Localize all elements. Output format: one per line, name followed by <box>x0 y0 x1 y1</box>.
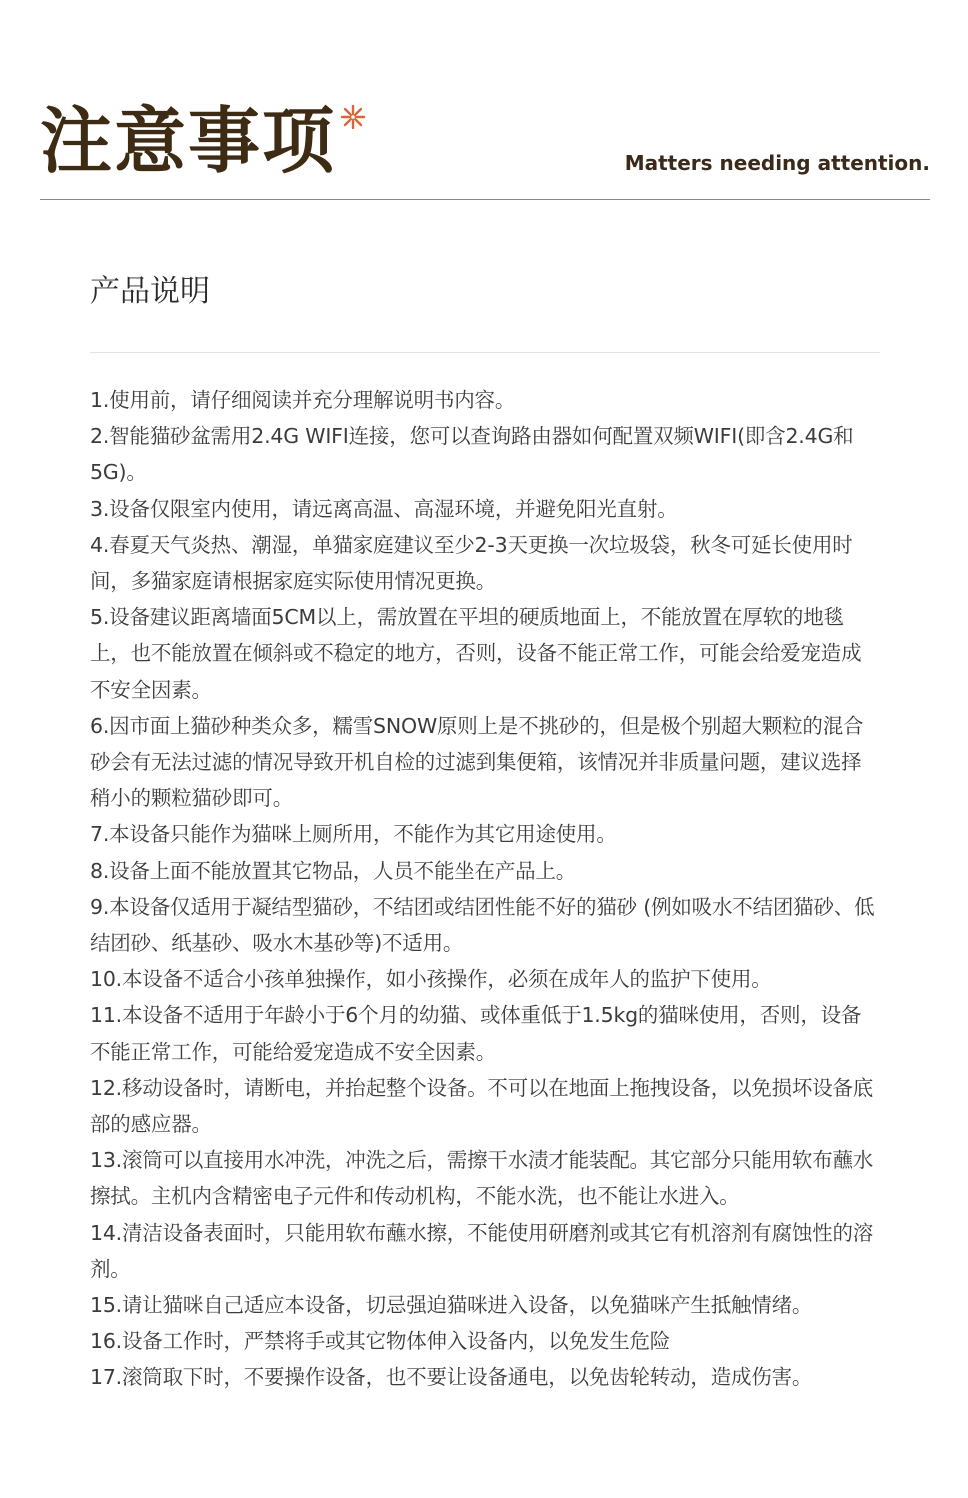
page-header <box>40 90 930 200</box>
note-item: 6.因市面上猫砂种类众多，糯雪SNOW原则上是不挑砂的，但是极个别超大颗粒的混合砂会有无法过滤的情况导致开机自检的过滤到集便箱，该情况并非质量问题，建议选择稍小的颗粒猫砂即可。 <box>90 713 864 811</box>
note-item: 4.春夏天气炎热、潮湿，单猫家庭建议至少2-3天更换一次垃圾袋，秋冬可延长使用时间，多猫家庭请根据家庭实际使用情况更换。 <box>90 532 853 594</box>
note-item: 8.设备上面不能放置其它物品，人员不能坐在产品上。 <box>90 858 577 883</box>
note-item: 17.滚筒取下时，不要操作设备，也不要让设备通电，以免齿轮转动，造成伤害。 <box>90 1365 813 1390</box>
notes-list <box>90 382 878 1396</box>
note-item: 7.本设备只能作为猫咪上厕所用，不能作为其它用途使用。 <box>90 822 617 847</box>
note-item: 15.请让猫咪自己适应本设备，切忌强迫猫咪进入设备，以免猫咪产生抵触情绪。 <box>90 1293 813 1318</box>
page-subtitle-english: Matters needing attention. <box>624 151 930 175</box>
note-item: 1.使用前，请仔细阅读并充分理解说明书内容。 <box>90 388 516 412</box>
note-item: 12.移动设备时，请断电，并抬起整个设备。不可以在地面上拖拽设备，以免损坏设备底部的感应器。 <box>90 1075 874 1137</box>
page-title: 注意事项 <box>40 99 337 183</box>
note-item: 14.清洁设备表面时，只能用软布蘸水擦，不能使用研磨剂或其它有机溶剂有腐蚀性的溶剂。 <box>90 1220 874 1281</box>
note-item: 2.智能猫砂盆需用2.4G WIFI连接，您可以查询路由器如何配置双频WIFI(即含2.4G和5G)。 <box>90 424 854 485</box>
note-item: 10.本设备不适合小孩单独操作，如小孩操作，必须在成年人的监护下使用。 <box>90 967 772 992</box>
header-divider <box>40 199 930 200</box>
note-item: 16.设备工作时，严禁将手或其它物体伸入设备内，以免发生危险 <box>90 1329 671 1354</box>
section-title: 产品说明 <box>90 274 210 309</box>
section-divider <box>90 352 880 353</box>
note-item: 11.本设备不适用于年龄小于6个月的幼猫、或体重低于1.5kg的猫咪使用，否则，设备不能正常工作，可能给爱宠造成不安全因素。 <box>90 1003 862 1064</box>
note-item: 3.设备仅限室内使用，请远离高温、高湿环境，并避免阳光直射。 <box>90 496 678 521</box>
note-item: 5.设备建议距离墙面5CM以上，需放置在平坦的硬质地面上，不能放置在厚软的地毯上，也不能放置在倾斜或不稳定的地方，否则，设备不能正常工作，可能会给爱宠造成不安全因素。 <box>90 605 862 702</box>
note-item: 13.滚筒可以直接用水冲洗，冲洗之后，需擦干水渍才能装配。其它部分只能用软布蘸水擦拭。主机内含精密电子元件和传动机构，不能水洗，也不能让水进入。 <box>90 1148 874 1209</box>
note-item: 9.本设备仅适用于凝结型猫砂，不结团或结团性能不好的猫砂 (例如吸水不结团猫砂、低结团砂、纸基砂、吸水木基砂等)不适用。 <box>90 894 875 956</box>
asterisk-flower-icon <box>340 104 366 130</box>
